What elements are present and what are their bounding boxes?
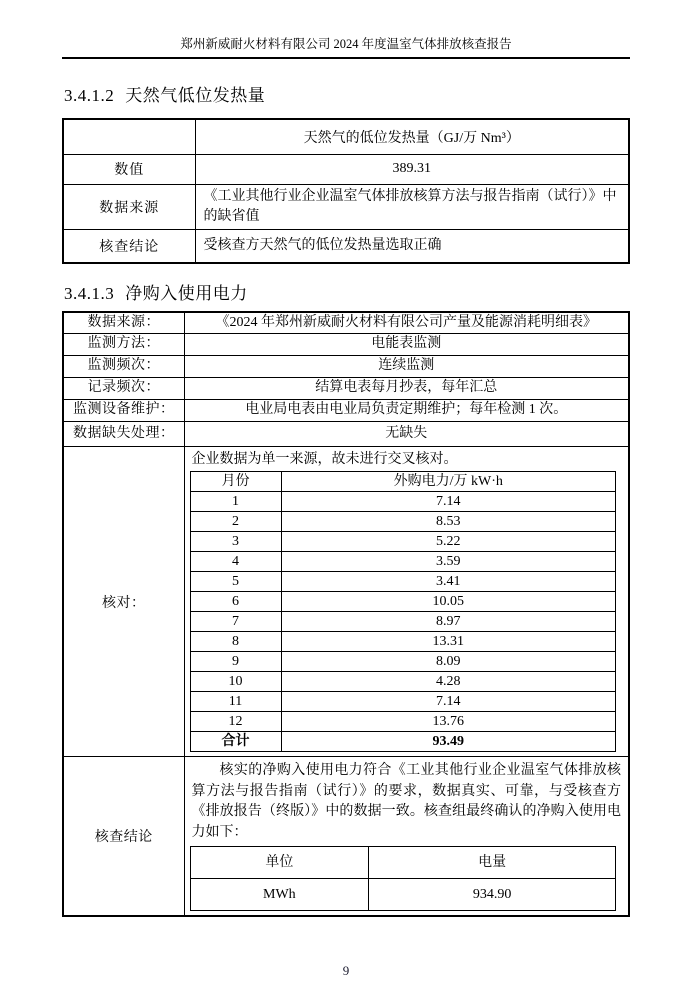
power-cell: 8.97 [281, 612, 616, 632]
month-cell: 11 [190, 692, 281, 712]
table-row [63, 230, 629, 263]
column-header-unit: 单位 [190, 847, 369, 879]
table-row [63, 312, 629, 334]
column-header-power: 外购电力/万 kW·h [281, 472, 616, 492]
monitor-method-value: 电能表监测 [184, 334, 629, 356]
section-title: 天然气低位发热量 [125, 86, 266, 105]
section-heading-gas [64, 81, 630, 106]
table-header-row [190, 472, 616, 492]
power-cell: 8.53 [281, 512, 616, 532]
power-cell: 3.41 [281, 572, 616, 592]
power-cell: 4.28 [281, 672, 616, 692]
unit-value: MWh [190, 879, 369, 911]
power-cell: 5.22 [281, 532, 616, 552]
equipment-maintenance-value: 电业局电表由电业局负责定期维护；每年检测 1 次。 [184, 400, 629, 422]
table-row [190, 612, 616, 632]
table-row [63, 154, 629, 184]
table-row [63, 184, 629, 230]
conclusion-row [63, 757, 629, 917]
row-label: 数据来源： [63, 312, 184, 334]
month-cell: 1 [190, 492, 281, 512]
power-cell: 7.14 [281, 492, 616, 512]
table-row [190, 672, 616, 692]
check-note: 企业数据为单一来源，故未进行交叉核对。 [191, 452, 458, 468]
gas-ncv-header-cell: 天然气的低位发热量（GJ/万 Nm³） [195, 119, 629, 154]
row-label: 数据缺失处理： [63, 422, 184, 447]
power-cell: 7.14 [281, 692, 616, 712]
total-value: 93.49 [281, 732, 616, 752]
gas-ncv-value: 389.31 [195, 154, 629, 184]
gas-conclusion: 受核查方天然气的低位发热量选取正确 [195, 230, 629, 263]
table-row [63, 378, 629, 400]
month-cell: 10 [190, 672, 281, 692]
data-source-value: 《2024 年郑州新威耐火材料有限公司产量及能源消耗明细表》 [184, 312, 629, 334]
month-cell: 6 [190, 592, 281, 612]
monthly-power-table [190, 471, 617, 752]
section-number: 3.4.1.3 [64, 283, 115, 303]
table-row [190, 652, 616, 672]
month-cell: 2 [190, 512, 281, 532]
month-cell: 7 [190, 612, 281, 632]
conclusion-text: 核实的净购入使用电力符合《工业其他行业企业温室气体排放核算方法与报告指南（试行）》的要求，数据真实、可靠，与受核查方《排放报告（终版）》中的数据一致。核查组最终确认的净购入使用电力如下： [191, 763, 621, 840]
table-row [190, 592, 616, 612]
column-header-amount: 电量 [369, 847, 616, 879]
table-row [190, 512, 616, 532]
row-label: 监测方法： [63, 334, 184, 356]
total-label: 合计 [190, 732, 281, 752]
table-row [63, 422, 629, 447]
section-title: 净购入使用电力 [125, 283, 248, 303]
table-row [190, 492, 616, 512]
page-number: 9 [342, 963, 350, 978]
confirmed-power-table [190, 846, 617, 911]
check-row [63, 447, 629, 757]
empty-cell [63, 119, 195, 154]
row-label: 核查结论 [63, 757, 184, 917]
running-header: 郑州新威耐火材料有限公司 2024 年度温室气体排放核查报告 [62, 34, 630, 59]
table-row [190, 879, 616, 911]
table-row [63, 356, 629, 378]
table-row [190, 552, 616, 572]
record-frequency-value: 结算电表每月抄表，每年汇总 [184, 378, 629, 400]
table-header-row [190, 847, 616, 879]
table-row [190, 712, 616, 732]
conclusion-cell [184, 757, 629, 917]
check-cell [184, 447, 629, 757]
table-row [190, 532, 616, 552]
table-row [190, 632, 616, 652]
section-number: 3.4.1.2 [64, 86, 115, 105]
month-cell: 4 [190, 552, 281, 572]
row-label: 核查结论 [63, 230, 195, 263]
table-row [63, 119, 629, 154]
section-heading-power [64, 279, 630, 304]
row-label: 记录频次： [63, 378, 184, 400]
row-label: 数值 [63, 154, 195, 184]
power-cell: 10.05 [281, 592, 616, 612]
power-cell: 13.31 [281, 632, 616, 652]
column-header-month: 月份 [190, 472, 281, 492]
table-row [190, 572, 616, 592]
month-cell: 8 [190, 632, 281, 652]
gas-ncv-table [62, 118, 630, 264]
electricity-table [62, 311, 630, 918]
row-label: 数据来源 [63, 184, 195, 230]
power-cell: 3.59 [281, 552, 616, 572]
monitor-frequency-value: 连续监测 [184, 356, 629, 378]
row-label: 核对： [63, 447, 184, 757]
month-cell: 9 [190, 652, 281, 672]
row-label: 监测设备维护： [63, 400, 184, 422]
missing-data-value: 无缺失 [184, 422, 629, 447]
gas-data-source: 《工业其他行业企业温室气体排放核算方法与报告指南（试行）》中的缺省值 [195, 184, 629, 230]
month-cell: 5 [190, 572, 281, 592]
total-row [190, 732, 616, 752]
power-cell: 8.09 [281, 652, 616, 672]
table-row [63, 334, 629, 356]
power-cell: 13.76 [281, 712, 616, 732]
table-row [190, 692, 616, 712]
month-cell: 12 [190, 712, 281, 732]
amount-value: 934.90 [369, 879, 616, 911]
month-cell: 3 [190, 532, 281, 552]
table-row [63, 400, 629, 422]
row-label: 监测频次： [63, 356, 184, 378]
